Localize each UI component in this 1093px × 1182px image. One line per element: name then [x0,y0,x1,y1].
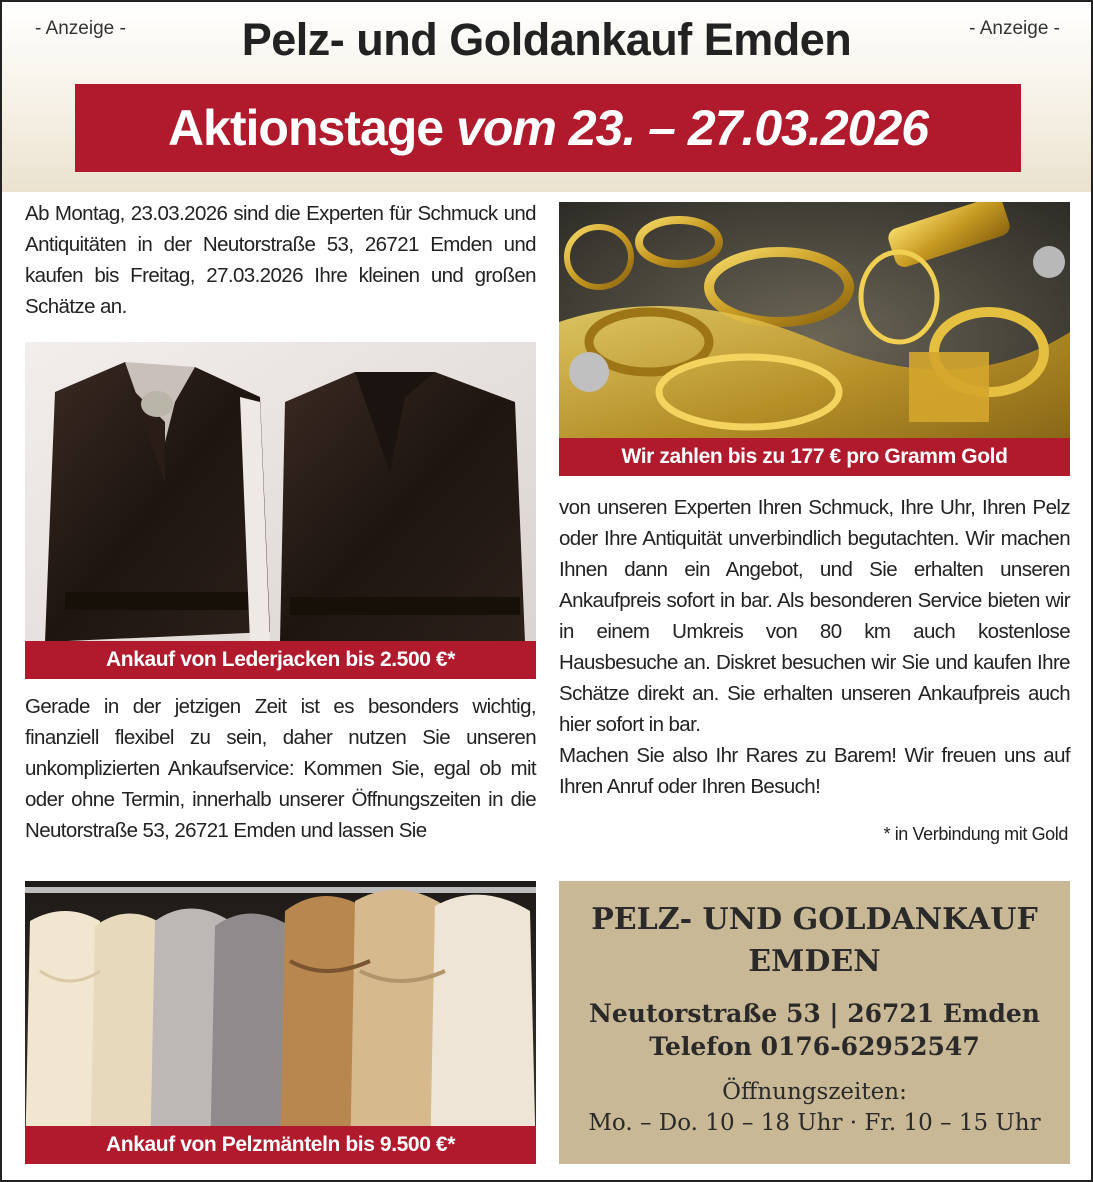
page-title: Pelz- und Goldankauf Emden [241,14,852,65]
footnote: * in Verbindung mit Gold [883,824,1068,844]
contact-address-block [559,997,1070,1063]
contact-phone: Telefon 0176-62952547 [649,1032,980,1061]
article-paragraph-3: von unseren Experten Ihren Schmuck, Ihre Uhr, Ihren Pelz oder Ihre Antiquität unverbindlich begutachten. Wir machen Ihnen dann ein Angebot, und Sie erhalten unseren Ankaufpreis sofort in bar. Als besonderen Service bieten wir in einem Umkreis von 80 km auch kostenlose Hausbesuche an. Diskret besuchen wir Sie und kaufen Ihre Schätze direkt an. Sie erhalten unseren Ankaufpreis auch hier sofort in bar. [559,496,1070,736]
contact-box-title: PELZ- UND GOLDANKAUF EMDEN [591,902,1038,979]
opening-hours: Mo. – Do. 10 – 18 Uhr · Fr. 10 – 15 Uhr [588,1110,1041,1136]
fur-coats-photo [25,881,536,1164]
anzeige-label-right: - Anzeige - [969,18,1060,39]
article-paragraph-2: Gerade in der jetzigen Zeit ist es besonders wichtig, finanziell flexibel zu sein, daher nutzen Sie unseren unkomplizierten Ankaufservice: Kommen Sie, egal ob mit oder ohne Termin, innerhalb unserer Öffnungszeiten in die Neutorstraße 53, 26721 Emden und lassen Sie [25,695,536,842]
contact-box [559,881,1070,1164]
gold-jewelry-image [559,202,1070,476]
contact-address: Neutorstraße 53 | 26721 Emden [589,999,1040,1028]
gold-caption: Wir zahlen bis zu 177 € pro Gramm Gold [559,438,1070,476]
opening-hours-label: Öffnungszeiten: [722,1079,907,1105]
gold-jewelry-photo [559,202,1070,476]
article-paragraph-4: Machen Sie also Ihr Rares zu Barem! Wir freuen uns auf Ihren Anruf oder Ihren Besuch! [559,744,1070,798]
anzeige-label-left: - Anzeige - [35,18,126,39]
leather-jackets-image [25,342,536,679]
leather-jackets-photo [25,342,536,679]
article-paragraph-1: Ab Montag, 23.03.2026 sind die Experten für Schmuck und Antiquitäten in der Neutorstraße 53, 26721 Emden und kaufen bis Freitag, 27.03.2026 Ihre kleinen und großen Schätze an. [25,202,536,318]
fur-coats-image [25,881,536,1164]
banner-text-main: Aktionstage [167,100,444,156]
fur-caption: Ankauf von Pelzmänteln bis 9.500 €* [25,1126,536,1164]
leather-caption: Ankauf von Lederjacken bis 2.500 €* [25,641,536,679]
banner-text-dates: vom 23. – 27.03.2026 [456,100,929,156]
article-paragraph-3-4 [559,492,1070,802]
promo-banner [75,84,1021,172]
